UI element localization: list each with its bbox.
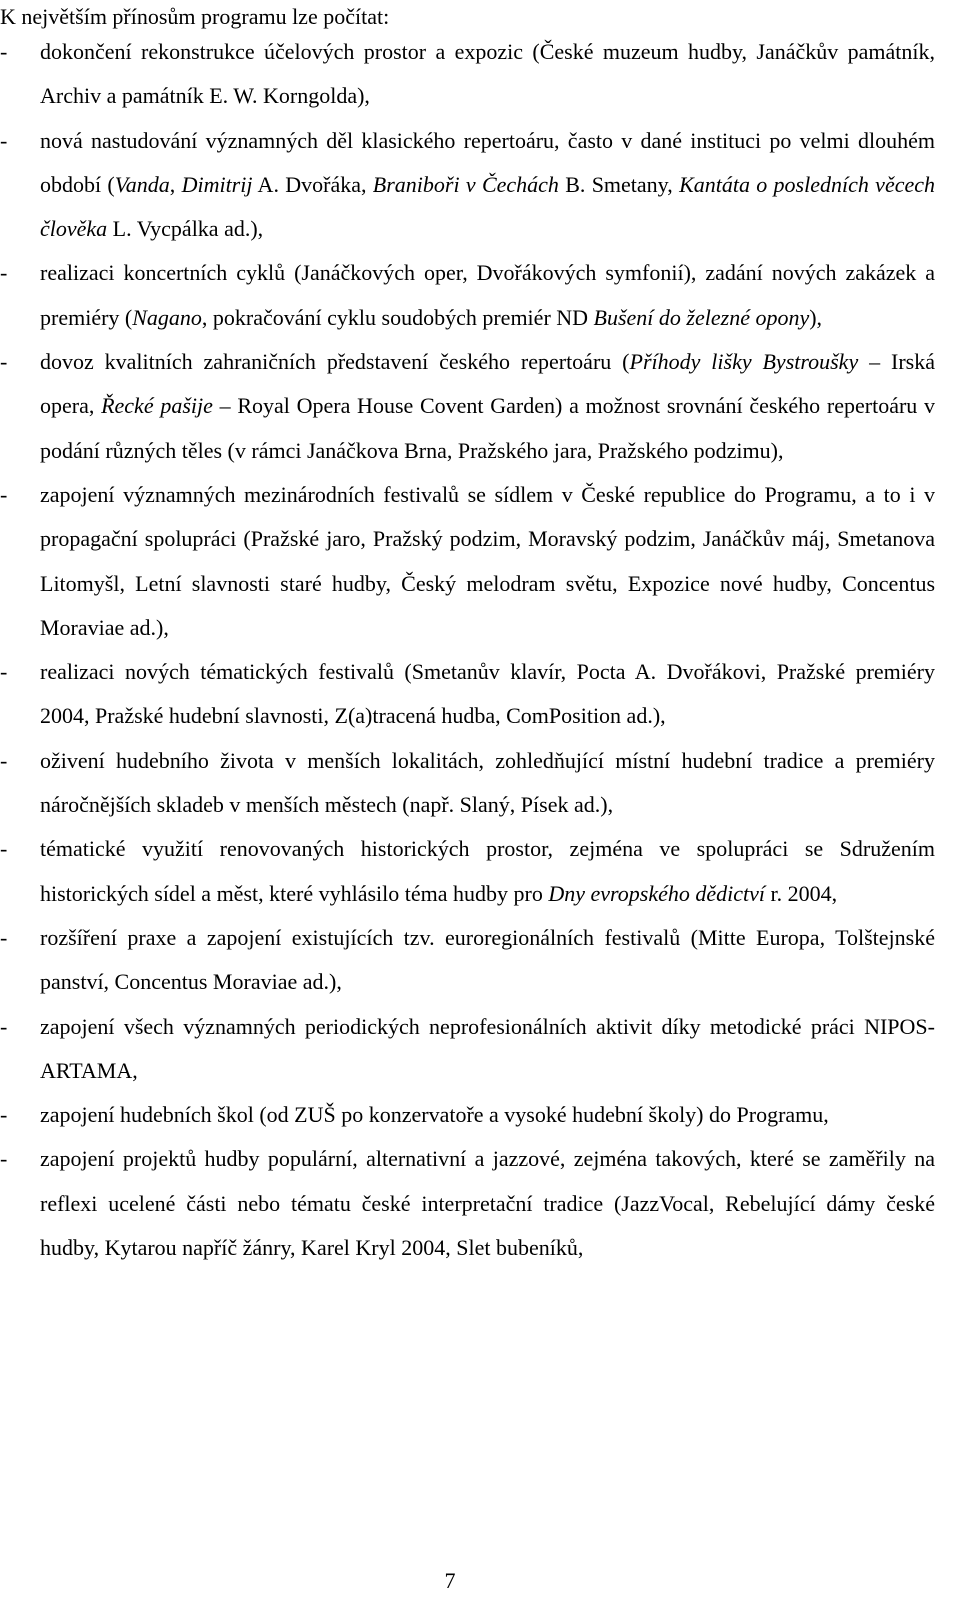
list-item-text: ), xyxy=(809,304,823,330)
list-item xyxy=(0,650,935,739)
list-bullet-dash: - xyxy=(0,924,8,950)
list-bullet-dash: - xyxy=(0,127,8,153)
list-item-text: B. Smetany, xyxy=(558,171,680,197)
list-bullet-dash: - xyxy=(0,481,8,507)
list-item xyxy=(0,916,935,1005)
list-item xyxy=(0,1005,935,1094)
list-item xyxy=(0,30,935,119)
list-item-text: rozšíření praxe a zapojení existujících tzv. euroregionálních festivalů (Mitte Europa, Tolštejnské panství, Concentus Moraviae ad.), xyxy=(40,924,935,995)
list-item-text: dovoz kvalitních zahraničních představení českého repertoáru ( xyxy=(40,349,630,375)
italic-title-text: Dimitrij xyxy=(181,171,253,197)
list-item xyxy=(0,1093,935,1137)
italic-title-text: Nagano xyxy=(132,304,202,330)
list-item xyxy=(0,119,935,252)
list-item xyxy=(0,340,935,473)
list-item-text: A. Dvořáka, xyxy=(252,171,373,197)
page-number: 7 xyxy=(444,1568,456,1593)
list-bullet-dash: - xyxy=(0,1102,8,1128)
list-item-text: tématické využití renovovaných historických prostor, zejména ve spolupráci se Sdružením historických sídel a měst, které vyhlásilo téma hudby pro xyxy=(40,836,935,906)
list-item-text: oživení hudebního života v menších lokalitách, zohledňující místní hudební tradice a premiéry náročnějších skladeb v menších městech (např. Slaný, Písek ad.), xyxy=(40,747,935,818)
italic-title-text: Braniboři v Čechách xyxy=(372,171,559,197)
list-item-text: r. 2004, xyxy=(765,880,838,906)
list-bullet-dash: - xyxy=(0,1146,8,1172)
list-item xyxy=(0,827,935,916)
list-item-text: dokončení rekonstrukce účelových prostor a expozic (České muzeum hudby, Janáčkův památník, Archiv a památník E. W. Korngolda), xyxy=(40,39,935,109)
list-item-text: zapojení projektů hudby populární, alternativní a jazzové, zejména takových, které se zaměřily na reflexi ucelené části nebo tématu české interpretační tradice (JazzVocal, Rebelující dámy české hudby, Kytarou napříč žánry, Karel Kryl 2004, Slet bubeníků, xyxy=(40,1146,935,1261)
intro-sentence: K největším přínosům programu lze počítat: xyxy=(0,4,390,29)
italic-title-text: Příhody lišky Bystroušky xyxy=(629,349,859,375)
list-bullet-dash: - xyxy=(0,39,8,64)
list-bullet-dash: - xyxy=(0,659,8,685)
achievements-list xyxy=(0,30,935,1270)
list-item xyxy=(0,1137,935,1270)
italic-title-text: Kantáta o posledních věcech člověka xyxy=(40,171,936,242)
list-item-text: L. Vycpálka ad.), xyxy=(107,216,264,242)
list-item xyxy=(0,251,935,340)
list-bullet-dash: - xyxy=(0,747,8,773)
list-bullet-dash: - xyxy=(0,260,8,286)
list-item-text: – Royal Opera House Covent Garden) a možnost srovnání českého repertoáru v podání různých těles (v rámci Janáčkova Brna, Pražského jara, Pražského podzimu), xyxy=(40,393,936,463)
list-item-text: realizaci nových tématických festivalů (Smetanův klavír, Pocta A. Dvořákovi, Pražské premiéry 2004, Pražské hudební slavnosti, Z(a)tracená hudba, ComPosition ad.), xyxy=(40,659,935,729)
list-item-text: zapojení významných mezinárodních festivalů se sídlem v České republice do Programu, a to i v propagační spolupráci (Pražské jaro, Pražský podzim, Moravský podzim, Janáčkův máj, Smetanova Litomyšl, Letní slavnosti staré hudby, Český melodram světu, Expozice nové hudby, Concentus Moraviae ad.), xyxy=(40,481,935,640)
list-item xyxy=(0,739,935,828)
list-item-text: zapojení hudebních škol (od ZUŠ po konzervatoře a vysoké hudební školy) do Programu, xyxy=(40,1102,829,1128)
italic-title-text: Řecké pašije xyxy=(101,393,213,419)
list-item-text: , xyxy=(169,171,182,197)
italic-title-text: Dny evropského dědictví xyxy=(548,880,765,906)
list-item-text: zapojení všech významných periodických neprofesionálních aktivit díky metodické práci NIPOS-ARTAMA, xyxy=(40,1013,935,1083)
list-item-text: – Irská opera, xyxy=(40,349,936,419)
list-bullet-dash: - xyxy=(0,836,8,862)
list-item-text: nová nastudování významných děl klasického repertoáru, často v dané instituci po velmi dlouhém období ( xyxy=(40,127,935,197)
italic-title-text: Bušení do železné opony xyxy=(593,304,810,330)
list-item xyxy=(0,473,935,650)
list-bullet-dash: - xyxy=(0,1013,8,1039)
list-item-text: realizaci koncertních cyklů (Janáčkových oper, Dvořákových symfonií), zadání nových zakázek a premiéry ( xyxy=(40,260,935,330)
list-bullet-dash: - xyxy=(0,349,8,375)
italic-title-text: Vanda xyxy=(114,171,170,197)
list-item-text: , pokračování cyklu soudobých premiér ND xyxy=(201,304,594,330)
